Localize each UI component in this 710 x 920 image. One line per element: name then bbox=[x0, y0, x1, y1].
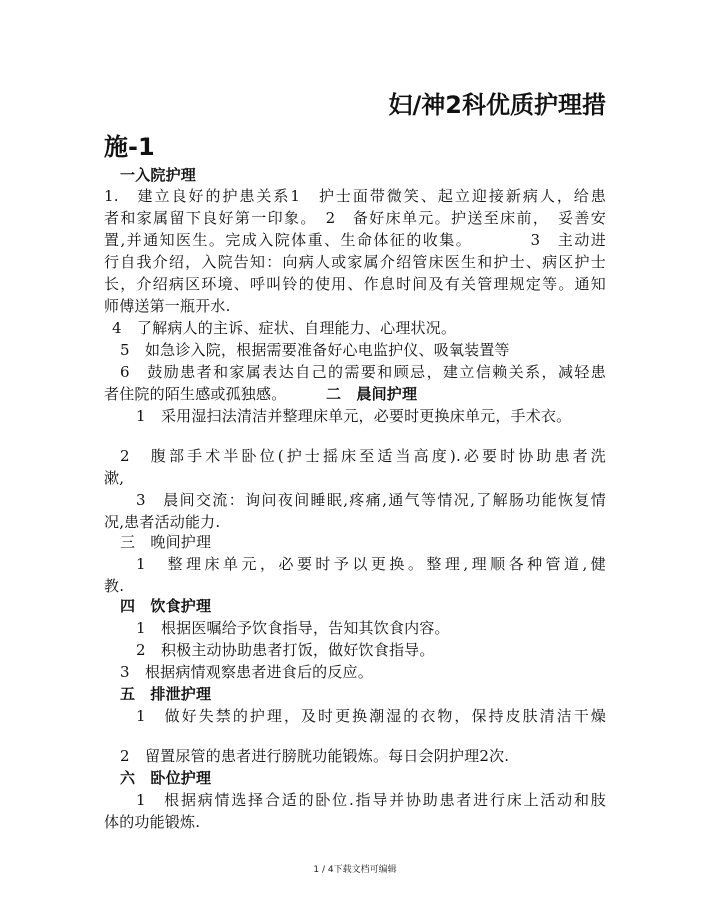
paragraph-line: 体的功能锻炼. bbox=[104, 813, 201, 831]
paragraph-line: 5 如急诊入院，根据需要准备好心电监护仪、吸氧装置等 bbox=[120, 341, 510, 359]
paragraph-line: 漱, bbox=[104, 469, 125, 487]
section-heading-admission: 一入院护理 bbox=[120, 166, 197, 184]
paragraph-line: 长，介绍病区环境、呼叫铃的使用、作息时间及有关管理规定等。通知 bbox=[104, 275, 606, 293]
section-heading-morning: 二 晨间护理 bbox=[326, 385, 418, 403]
paragraph-line: 者和家属留下良好第一印象。 2 备好床单元。护送至床前， 妥善安 bbox=[104, 209, 606, 227]
paragraph-line: 2 留置尿管的患者进行膀胱功能锻炼。每日会阴护理2次. bbox=[120, 747, 510, 765]
paragraph-line: 1 整理床单元，必要时予以更换。整理,理顺各种管道,健 bbox=[136, 555, 606, 573]
paragraph-line: 1. 建立良好的护患关系1 护士面带微笑、起立迎接新病人，给患 bbox=[104, 187, 606, 205]
paragraph-line: 4 了解病人的主诉、症状、自理能力、心理状况。 bbox=[112, 319, 457, 337]
paragraph-line: 1 采用湿扫法清洁并整理床单元，必要时更换床单元，手术衣。 bbox=[136, 407, 572, 425]
paragraph-line: 6 鼓励患者和家属表达自己的需要和顾忌，建立信赖关系，减轻患 bbox=[120, 363, 606, 381]
page-footer: 1 / 4下载文档可编辑 bbox=[313, 865, 397, 875]
paragraph-line: 1 做好失禁的护理，及时更换潮湿的衣物，保持皮肤清洁干燥 bbox=[136, 707, 606, 725]
paragraph-line: 教. bbox=[104, 577, 125, 595]
paragraph-line: 2 积极主动协助患者打饭，做好饮食指导。 bbox=[136, 641, 435, 659]
section-heading-position: 六 卧位护理 bbox=[120, 769, 212, 787]
paragraph-line: 2 腹部手术半卧位(护士摇床至适当高度).必要时协助患者洗 bbox=[120, 447, 606, 465]
document-title-line1: 妇/神2科优质护理措 bbox=[388, 91, 606, 119]
section-heading-excretion: 五 排泄护理 bbox=[120, 685, 212, 703]
paragraph-line: 行自我介绍，入院告知：向病人或家属介绍管床医生和护士、病区护士 bbox=[104, 253, 606, 271]
paragraph-line: 者住院的陌生感或孤独感。 bbox=[104, 385, 287, 403]
section-heading-evening: 三 晚间护理 bbox=[120, 533, 212, 551]
document-title-line2: 施-1 bbox=[104, 133, 155, 161]
paragraph-line: 3 晨间交流：询问夜间睡眠,疼痛,通气等情况,了解肠功能恢复情 bbox=[136, 491, 606, 509]
paragraph-line: 况,患者活动能力. bbox=[104, 513, 221, 531]
paragraph-line: 3 根据病情观察患者进食后的反应。 bbox=[120, 663, 373, 681]
paragraph-line: 师傅送第一瓶开水. bbox=[104, 297, 231, 315]
paragraph-line: 1 根据医嘱给予饮食指导，告知其饮食内容。 bbox=[136, 619, 450, 637]
paragraph-line: 置,并通知医生。完成入院体重、生命体征的收集。 3 主动进 bbox=[104, 231, 606, 249]
paragraph-line: 1 根据病情选择合适的卧位.指导并协助患者进行床上活动和肢 bbox=[136, 791, 606, 809]
section-heading-diet: 四 饮食护理 bbox=[120, 597, 212, 615]
